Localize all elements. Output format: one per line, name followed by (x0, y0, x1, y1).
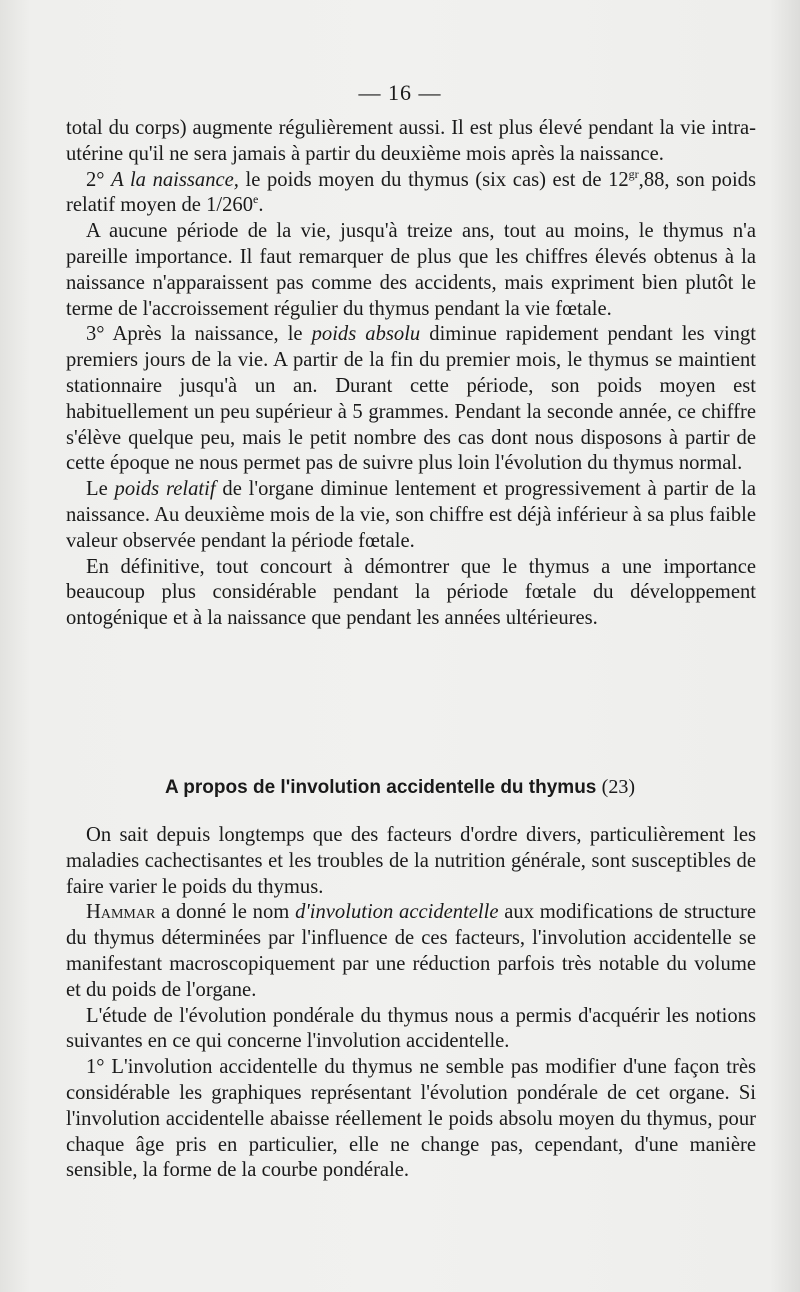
text-run: de l'organe diminue lentement et progressivement à partir de la naissance. Au deuxième mois de la vie, son chiffre est déjà inférieur à sa plus faible valeur observée pendant la période fœtale. (66, 478, 756, 552)
superscript-run: gr (628, 166, 639, 181)
text-block-upper (66, 116, 756, 632)
text-run: total du corps) augmente régulièrement aussi. Il est plus élevé pendant la vie intra-utérine qu'il ne sera jamais à partir du deuxième mois après la naissance. (66, 117, 756, 165)
text-run: . (258, 194, 264, 217)
author-name: Hammar (86, 901, 156, 924)
superscript-run: e (253, 192, 259, 207)
italic-run: poids absolu (311, 323, 421, 346)
section-heading-title: A propos de l'involution accidentelle du thymus (165, 777, 597, 798)
text-run: L'étude de l'évolution pondérale du thymus nous a permis d'acquérir les notions suivantes en ce qui concerne l'involution accidentelle. (66, 1004, 756, 1053)
text-run: aux modifications de structure du thymus déterminées par l'influence de ces facteurs, l'involution accidentelle se manifestant macroscopiquement par une réduction parfois très notable du volume et du poids de l'organe. (66, 901, 757, 1001)
text-run: a donné le nom (155, 901, 296, 924)
paragraph (66, 168, 756, 220)
paragraph (66, 477, 756, 554)
text-run: le poids moyen du thymus (six cas) est de 12 (238, 168, 629, 191)
paragraph (66, 1055, 756, 1184)
paragraph (66, 555, 756, 632)
paragraph (66, 823, 756, 900)
text-run: 3° Après la naissance, le (86, 323, 312, 346)
text-run: A aucune période de la vie, jusqu'à treize ans, tout au moins, le thymus n'a pareille importance. Il faut remarquer de plus que les chiffres élevés obtenus à la naissance n'apparaissent pas comme des accidents, mais expriment bien plutôt le terme de l'accroissement régulier du thymus pendant la vie fœtale. (66, 220, 756, 320)
paragraph (66, 219, 756, 322)
italic-run: poids relatif (114, 478, 216, 501)
text-run: On sait depuis longtemps que des facteurs d'ordre divers, particulièrement les maladies cachectisantes et les troubles de la nutrition générale, sont susceptibles de faire varier le poids du thymus. (66, 824, 756, 898)
page-number: — 16 — (358, 80, 442, 105)
text-run: Le (86, 478, 115, 501)
paragraph (66, 322, 756, 477)
text-run: diminue rapidement pendant les vingt premiers jours de la vie. A partir de la fin du premier mois, le thymus se maintient stationnaire jusqu'à un an. Durant cette période, son poids moyen est habituellement un peu supérieur à 5 grammes. Pendant la seconde année, ce chiffre s'élève quelque peu, mais le petit nombre des cas dont nous disposons à partir de cette époque ne nous permet pas de suivre plus loin l'évolution du thymus normal. (66, 323, 756, 475)
italic-run: A la naissance, (111, 168, 239, 191)
text-run: 1° L'involution accidentelle du thymus ne semble pas modifier d'une façon très considérable les graphiques représentant l'évolution pondérale de cet organe. Si l'involution accidentelle abaisse réellement le poids absolu moyen du thymus, pour chaque âge pris en particulier, elle ne change pas, cependant, d'une manière sensible, la forme de la courbe pondérale. (66, 1056, 756, 1182)
section-heading-note: (23) (601, 776, 635, 798)
paragraph (66, 1004, 756, 1056)
paragraph (66, 900, 756, 1003)
italic-run: d'involution accidentelle (295, 901, 499, 924)
text-block-lower (66, 823, 756, 1184)
paragraph (66, 116, 756, 168)
text-run: En définitive, tout concourt à démontrer que le thymus a une importance beaucoup plus considérable pendant la période fœtale du développement ontogénique et à la naissance que pendant les années ultérieures. (66, 555, 756, 630)
text-run: 2° (86, 168, 112, 191)
text-run: ,88, son poids relatif moyen de 1/260 (66, 168, 756, 217)
section-heading (0, 776, 800, 799)
